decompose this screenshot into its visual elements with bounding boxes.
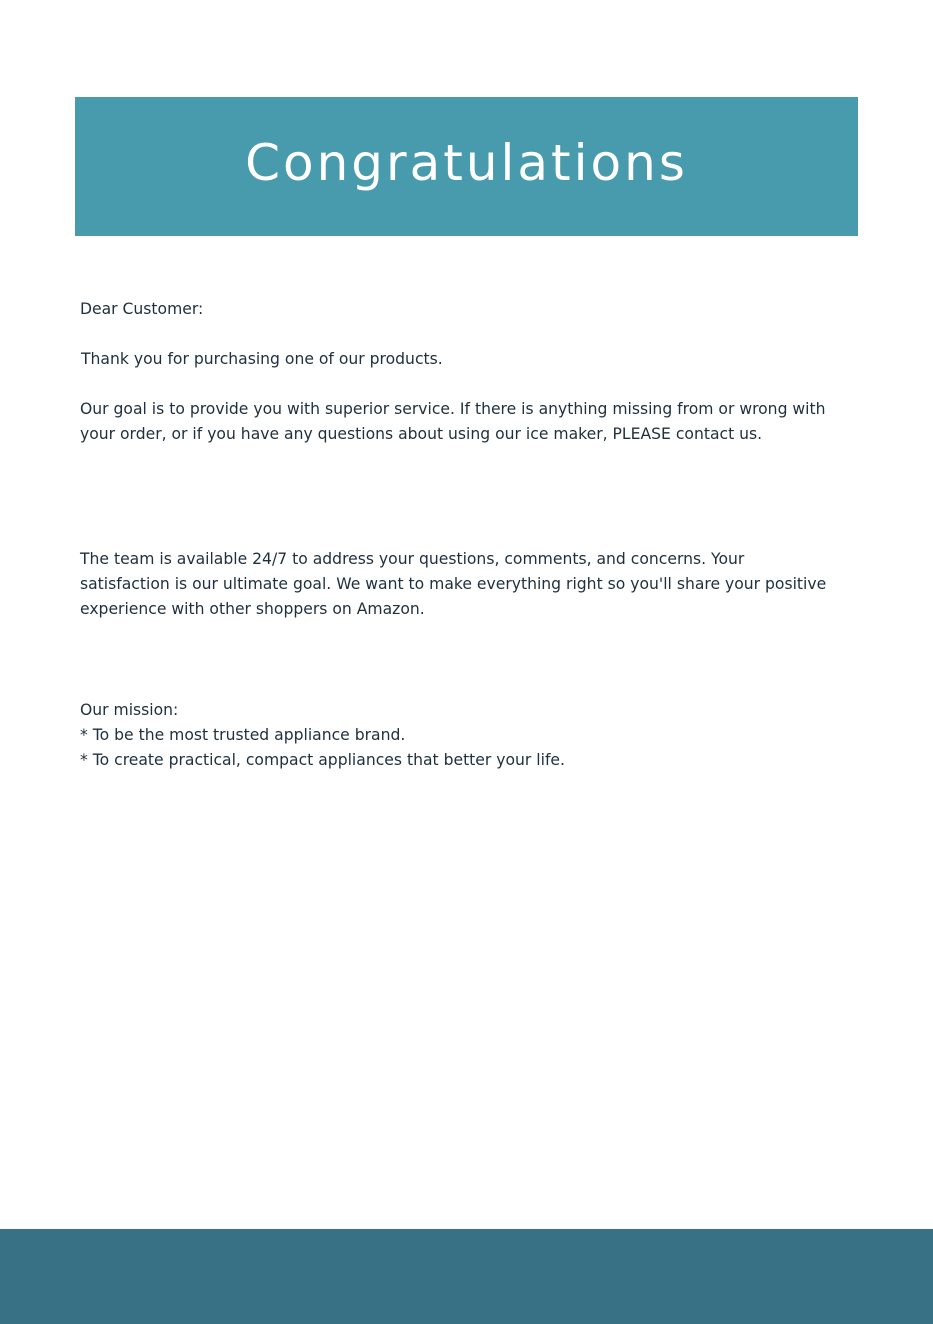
salutation: Dear Customer: — [80, 300, 204, 318]
page-title: Congratulations — [245, 133, 688, 192]
goal-line: Our goal is to provide you with superior service. If there is anything missing from or wrong with — [80, 400, 826, 418]
team-line: The team is available 24/7 to address your questions, comments, and concerns. Your — [80, 550, 745, 568]
team-line: satisfaction is our ultimate goal. We want to make everything right so you'll share your positive — [80, 575, 827, 593]
goal-line: your order, or if you have any questions about using our ice maker, PLEASE contact us. — [80, 425, 763, 443]
team-line: experience with other shoppers on Amazon. — [80, 600, 425, 618]
mission-heading: Our mission: — [80, 701, 179, 719]
header-banner — [75, 97, 858, 236]
team-paragraph — [80, 547, 870, 622]
mission-item: * To be the most trusted appliance brand. — [80, 726, 406, 744]
thanks-paragraph: Thank you for purchasing one of our products. — [81, 350, 443, 368]
goal-paragraph — [80, 397, 870, 447]
mission-item: * To create practical, compact appliances that better your life. — [80, 751, 565, 769]
mission-section — [80, 698, 870, 773]
footer-band — [0, 1229, 933, 1324]
